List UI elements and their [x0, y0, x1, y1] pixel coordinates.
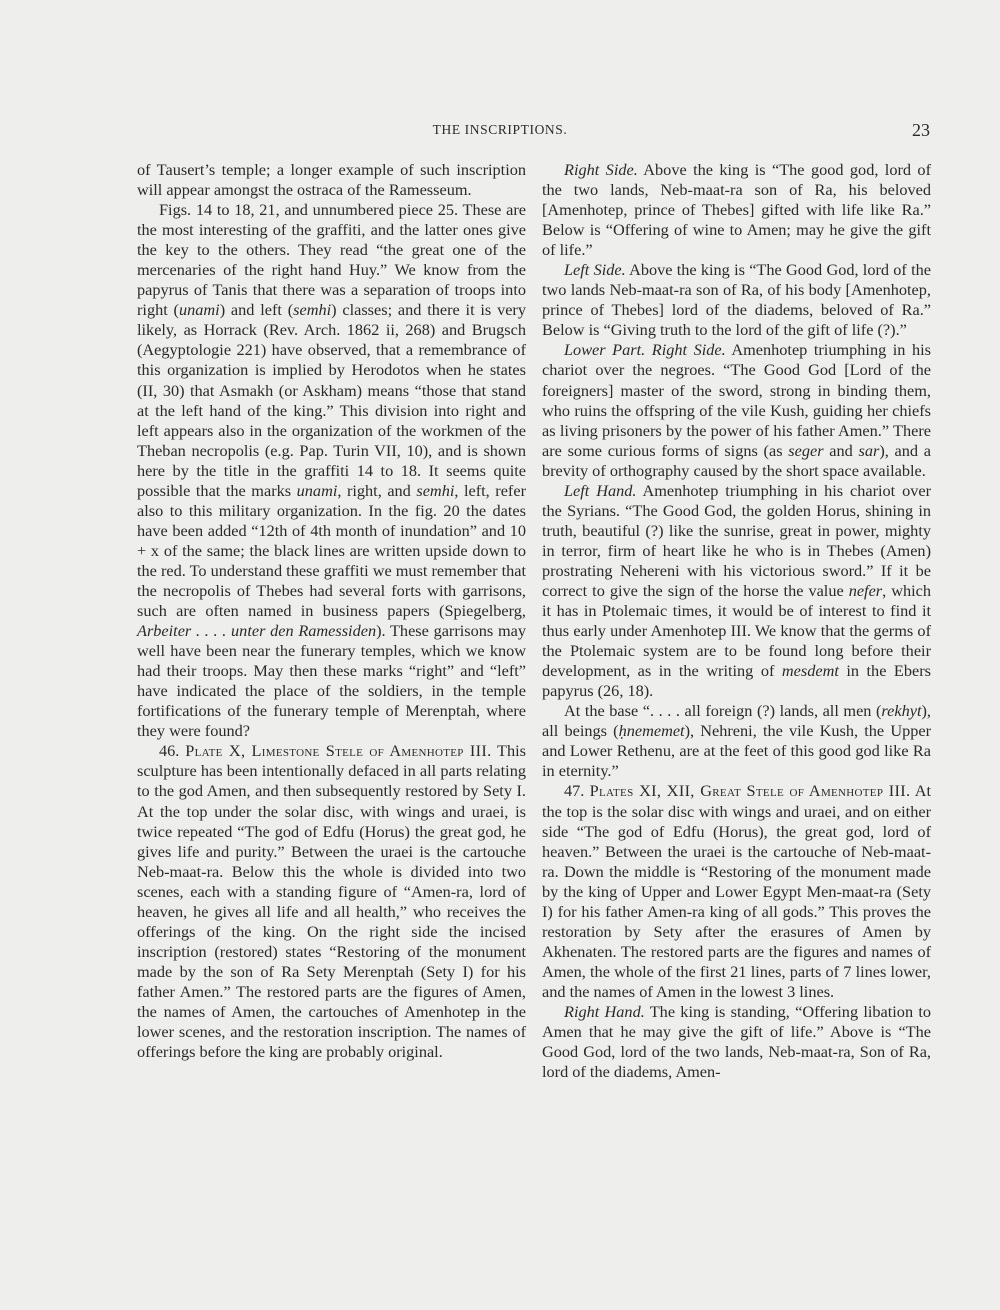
paragraph-lead: Left Hand.	[564, 480, 637, 500]
running-title: THE INSCRIPTIONS.	[432, 122, 568, 137]
term-semhi: semhi	[416, 480, 455, 500]
paragraph-plates-xi-xii: 47. Plates XI, XII, Great Stele of Amenhotep III. At the top is the solar disc with wings and uraei, and on either side “The god of Edfu (Horus), the great god, lord of heaven.” Between the uraei is the cartouche of Neb-maat-ra. Down the middle is “Restoring of the monument made by the king of Upper and Lower Egypt Men-maat-ra (Sety I) for his father Amen-ra king of all gods.” This proves the restoration by Sety after the erasures of Amen by Akhenaten. The restored parts are the figures and names of Amen, the whole of the first 21 lines, parts of 7 lines lower, and the names of Amen in the lowest 3 lines.	[542, 781, 931, 1001]
term-unami: unami	[296, 480, 338, 500]
term-nefer: nefer	[848, 580, 883, 600]
section-number: 46.	[159, 741, 180, 761]
section-heading: Plates XI, XII, Great Stele of Amenhotep III.	[589, 781, 911, 801]
term-sar: sar	[858, 440, 880, 460]
paragraph-lead: Left Side.	[564, 260, 626, 280]
paragraph-lead: Lower Part. Right Side.	[564, 340, 726, 360]
paragraph-plate-x: 46. Plate X, Limestone Stele of Amenhotep III. This sculpture has been intentionally defaced in all parts relating to the god Amen, and then subsequently restored by Sety I. At the top under the solar disc, with wings and uraei, is twice repeated “The god of Edfu (Horus) the great god, he gives life and purity.” Between the uraei is the cartouche Neb-maat-ra. Below this the whole is divided into two scenes, each with a standing figure of “Amen-ra, lord of heaven, he gives all life and all health,” who receives the offerings of the king. On the right side the incised inscription (restored) states “Restoring of the monument made by the son of Ra Sety Merenptah (Sety I) for his father Amen.” The restored parts are the figures of Amen, the names of Amen, the cartouches of Amenhotep in the lower scenes, and the restoration inscription. The names of offerings before the king are probably original.	[137, 741, 527, 1062]
paragraph-lead: Right Hand.	[564, 1001, 645, 1021]
paragraph-right-hand: Right Hand. The king is standing, “Offering libation to Amen that he may give the gift of life.” Above is “The Good God, lord of the two lands, Neb-maat-ra, Son of Ra, lord of the diadems, Amen-	[542, 1001, 932, 1082]
term-rekhyt: rekhyt	[881, 701, 922, 721]
left-column	[137, 160, 526, 1062]
paragraph-left-hand: Left Hand. Amenhotep triumphing in his chariot over the Syrians. “The Good God, the golden Horus, shining in truth, beautiful (?) like the sunrise, great in power, mighty in terror, firm of heart like he who is in Thebes (Amen) prostrating Nehereni with his victorious sword.” If it be correct to give the sign of the horse the value nefer, which it has in Ptolemaic times, it would be of interest to find it thus early under Amenhotep III. We know that the germs of the Ptolemaic system are to be found long before their development, as in the writing of mesdemt in the Ebers papyrus (26, 18).	[542, 480, 931, 701]
term-unami: unami	[178, 300, 220, 320]
term-hnememet: ḥnememet	[618, 721, 685, 741]
right-column	[542, 160, 931, 1082]
paragraph-right-side: Right Side. Above the king is “The good god, lord of the two lands, Neb-maat-ra son of Ra, his beloved [Amenhotep, prince of Thebes] gifted with life like Ra.” Below is “Offering of wine to Amen; may he give the gift of life.”	[542, 160, 931, 260]
paragraph-left-side: Left Side. Above the king is “The Good God, lord of the two lands Neb-maat-ra son of Ra, of his body [Amenhotep, prince of Thebes] lord of the diadems, beloved of Ra.” Below is “Giving truth to the lord of the gift of life (?).”	[542, 260, 932, 340]
paragraph-lead: Right Side.	[564, 160, 638, 179]
paragraph-lower-part: Lower Part. Right Side. Amenhotep triumphing in his chariot over the negroes. “The Good God [Lord of the foreigners] master of the sword, strong in binding them, who ruins the offspring of the vile Kush, guiding her chiefs as living prisoners by the power of his father Amen.” There are some curious forms of signs (as seger and sar), and a brevity of orthography caused by the short space available.	[542, 340, 932, 480]
page-number: 23	[912, 120, 930, 140]
citation-arbeiter: Arbeiter . . . . unter den Ramessiden	[137, 621, 377, 641]
paragraph-graffiti-figs: Figs. 14 to 18, 21, and unnumbered piece 25. These are the most interesting of the graffiti, and the latter ones give the key to the others. They read “the great one of the mercenaries of the right hand Huy.” We know from the papyrus of Tanis that there was a separation of troops into right (unami) and left (semhi) classes; and there it is very likely, as Horrack (Rev. Arch. 1862 ii, 268) and Brugsch (Aegyptologie 221) have observed, that a remembrance of this organization is implied by Herodotos when he states (II, 30) that Asmakh (or Askham) means “those that stand at the left hand of the king.” This division into right and left appears also in the organization of the workmen of the Theban necropolis (e.g. Pap. Turin VII, 10), and is shown here by the title in the graffiti 14 to 18. It seems quite possible that the marks unami, right, and semhi, left, refer also to this military organization. In the fig. 20 the dates have been added “12th of 4th month of inundation” and 10 + x of the same; the black lines are written upside down to the red. To understand these graffiti we must remember that the necropolis of Thebes had several forts with garrisons, such are often named in business papers (Spiegelberg, Arbeiter . . . . unter den Ramessiden). These garrisons may well have been near the funerary temples, which we know had their troops. May then these marks “right” and “left” have indicated the place of the soldiers, in the temple fortifications of the funerary temple of Merenptah, where they were found?	[137, 200, 526, 741]
paragraph-at-the-base: At the base “. . . . all foreign (?) lands, all men (rekhyt), all beings (ḥnememet), Nehreni, the vile Kush, the Upper and Lower Rethenu, are at the feet of this good god like Ra in eternity.”	[542, 701, 932, 781]
section-number: 47.	[564, 781, 585, 801]
term-mesdemt: mesdemt	[781, 661, 839, 681]
term-seger: seger	[788, 440, 824, 460]
section-heading: Plate X, Limestone Stele of Amenhotep III.	[185, 741, 492, 761]
term-semhi: semhi	[293, 300, 332, 320]
paragraph-tausert-temple: of Tausert’s temple; a longer example of such inscription will appear amongst the ostraca of the Ramesseum.	[137, 160, 526, 200]
running-head	[0, 122, 1000, 142]
